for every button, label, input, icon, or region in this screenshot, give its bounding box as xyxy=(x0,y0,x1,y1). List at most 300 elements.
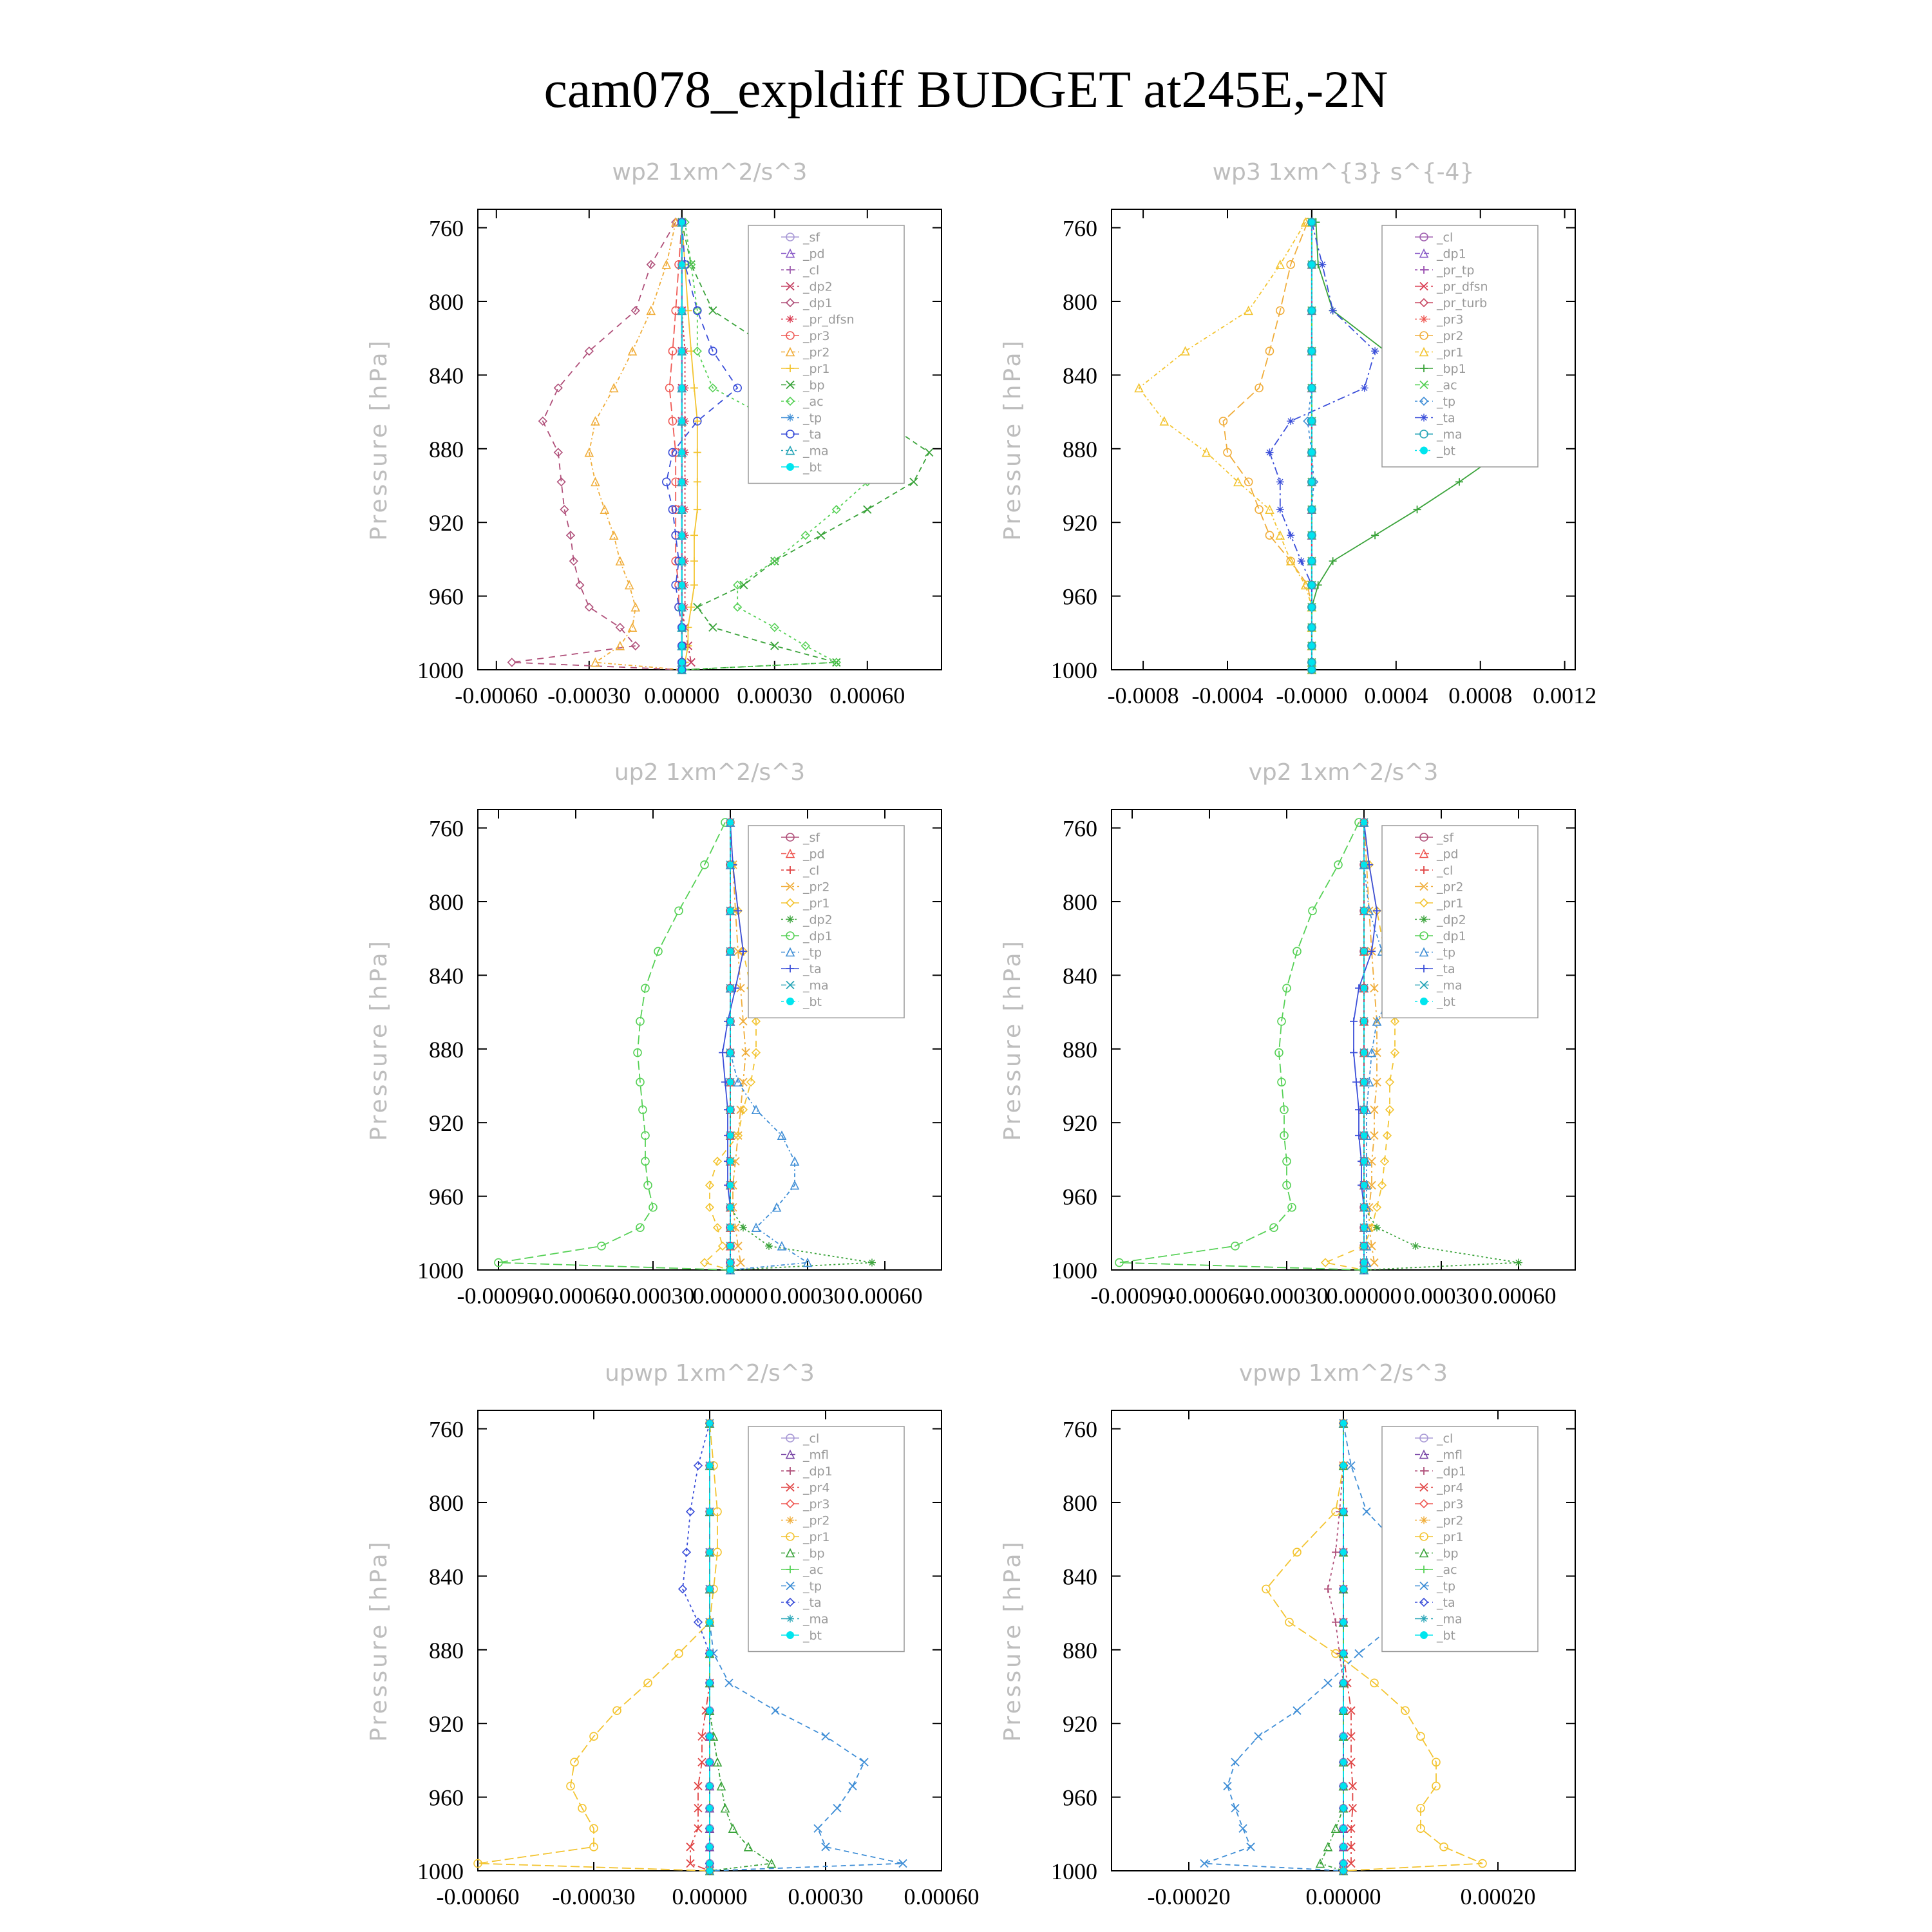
data-point xyxy=(675,907,683,914)
legend-label: _pr2 xyxy=(803,1513,830,1528)
x-tick-label: -0.00030 xyxy=(547,683,631,708)
data-point xyxy=(690,384,698,392)
legend-label: _dp2 xyxy=(803,913,833,927)
data-point xyxy=(706,1733,713,1739)
data-point xyxy=(1340,1680,1347,1686)
data-point xyxy=(1262,1585,1270,1593)
data-point xyxy=(690,531,698,539)
legend-label: _bt xyxy=(1437,1629,1456,1643)
data-point xyxy=(706,1805,713,1812)
legend-marker xyxy=(1420,316,1428,323)
data-point xyxy=(833,1804,841,1812)
data-point xyxy=(679,582,685,588)
panel-title: vpwp 1xm^2/s^3 xyxy=(1238,1360,1448,1387)
data-point xyxy=(771,642,779,650)
legend-marker xyxy=(786,1517,794,1524)
data-point xyxy=(1340,1707,1347,1714)
data-point xyxy=(690,557,698,565)
x-tick-label: 0.00030 xyxy=(737,683,813,708)
data-point xyxy=(679,643,685,649)
x-tick-label: 0.00060 xyxy=(829,683,905,708)
data-point xyxy=(616,642,624,650)
data-point xyxy=(1340,1463,1347,1469)
y-tick-label: 800 xyxy=(429,889,464,915)
legend-label: _pr1 xyxy=(803,896,830,911)
data-point xyxy=(709,307,717,314)
legend-label: _tp xyxy=(1437,395,1456,409)
data-point xyxy=(1361,1267,1367,1273)
legend-marker xyxy=(786,1631,794,1639)
data-point xyxy=(1440,1843,1448,1851)
x-tick-label: -0.00060 xyxy=(534,1283,618,1309)
legend-label: _cl xyxy=(803,864,820,878)
data-point xyxy=(727,862,734,868)
legend-marker xyxy=(1420,414,1428,422)
data-point xyxy=(1309,907,1316,914)
legend-label: _tp xyxy=(803,411,822,426)
data-point xyxy=(1515,1259,1522,1267)
data-point xyxy=(1361,1182,1367,1188)
panel-title: up2 1xm^2/s^3 xyxy=(614,759,806,786)
data-point xyxy=(1412,1242,1419,1250)
data-point xyxy=(925,449,933,457)
data-point xyxy=(1324,1679,1332,1687)
legend-label: _ma xyxy=(803,1612,829,1627)
data-point xyxy=(706,1844,713,1850)
y-tick-label: 920 xyxy=(1063,510,1097,536)
data-point xyxy=(625,581,633,589)
legend-label: _dp2 xyxy=(803,279,833,294)
y-tick-label: 840 xyxy=(1063,963,1097,989)
legend-marker xyxy=(786,1615,794,1623)
legend-label: _pr3 xyxy=(1437,312,1464,327)
legend-label: _tp xyxy=(803,945,822,960)
data-point xyxy=(706,1759,713,1765)
data-point xyxy=(679,506,685,513)
y-tick-label: 880 xyxy=(429,436,464,462)
legend-label: _ma xyxy=(1437,428,1463,442)
legend-label: _pr_dfsn xyxy=(1437,279,1488,294)
data-point xyxy=(1276,261,1284,269)
y-axis-label: Pressure [hPa] xyxy=(999,1539,1026,1742)
data-point xyxy=(1309,558,1315,564)
x-tick-label: -0.0004 xyxy=(1191,683,1264,708)
legend-label: _dp1 xyxy=(1437,929,1466,943)
data-point xyxy=(727,1050,734,1056)
legend-label: _bp xyxy=(1437,1546,1459,1561)
series_bt xyxy=(679,219,685,673)
legend-label: _pr2 xyxy=(1437,880,1464,895)
legend-label: _pr3 xyxy=(1437,1497,1464,1511)
series-line xyxy=(682,222,697,670)
data-point xyxy=(1309,478,1315,485)
legend-marker xyxy=(786,463,794,471)
data-point xyxy=(1340,1825,1347,1832)
x-tick-label: -0.00090 xyxy=(1090,1283,1174,1309)
y-tick-label: 1000 xyxy=(417,1258,464,1283)
chart-panel-5 xyxy=(366,1360,980,1909)
data-point xyxy=(1239,1824,1247,1832)
series_pr1 xyxy=(474,1419,721,1875)
y-tick-label: 960 xyxy=(1063,1184,1097,1210)
legend-label: _ta xyxy=(803,962,822,976)
x-tick-label: -0.0000 xyxy=(1276,683,1348,708)
legend-label: _bp xyxy=(803,378,825,393)
data-point xyxy=(679,604,685,611)
x-tick-label: 0.00020 xyxy=(1460,1884,1536,1909)
data-point xyxy=(1298,557,1305,565)
data-point xyxy=(706,1868,713,1874)
y-tick-label: 1000 xyxy=(417,1859,464,1884)
data-point xyxy=(868,1259,876,1267)
data-point xyxy=(1309,307,1315,314)
series-line xyxy=(1119,822,1364,1270)
data-point xyxy=(727,1132,734,1139)
data-point xyxy=(679,219,685,225)
legend-label: _pr4 xyxy=(1437,1481,1464,1495)
y-tick-label: 800 xyxy=(1063,1490,1097,1516)
legend-label: _bt xyxy=(803,460,822,475)
series-line xyxy=(1223,222,1311,670)
series-line xyxy=(1343,1423,1352,1871)
data-point xyxy=(910,478,918,486)
data-point xyxy=(679,667,685,673)
x-tick-label: -0.0008 xyxy=(1107,683,1179,708)
data-point xyxy=(706,1707,713,1714)
legend-label: _pr1 xyxy=(1437,1530,1464,1544)
series-line xyxy=(1328,1423,1343,1871)
y-tick-label: 920 xyxy=(1063,1711,1097,1738)
data-point xyxy=(1373,1224,1381,1231)
data-point xyxy=(1247,1843,1255,1851)
legend-label: _bt xyxy=(803,995,822,1009)
y-axis-label: Pressure [hPa] xyxy=(366,1539,392,1742)
data-point xyxy=(679,450,685,456)
data-point xyxy=(1361,907,1367,914)
legend-label: _bt xyxy=(1437,995,1456,1009)
data-point xyxy=(1321,1259,1329,1267)
data-point xyxy=(1324,1585,1332,1593)
data-point xyxy=(1340,1549,1347,1555)
data-point xyxy=(817,531,825,539)
data-point xyxy=(727,1224,734,1231)
data-point xyxy=(679,348,685,354)
legend-label: _pd xyxy=(1437,847,1459,862)
data-point xyxy=(1309,384,1315,391)
chart-panel-6 xyxy=(999,1360,1575,1909)
y-tick-label: 920 xyxy=(429,1110,464,1137)
data-point xyxy=(727,1267,734,1273)
legend-label: _sf xyxy=(803,231,820,245)
x-tick-label: 0.00030 xyxy=(770,1283,846,1309)
data-point xyxy=(679,659,685,666)
data-point xyxy=(1231,1804,1239,1812)
data-point xyxy=(1309,261,1315,268)
legend-label: _ac xyxy=(1437,1563,1457,1577)
x-tick-label: -0.00090 xyxy=(457,1283,540,1309)
data-point xyxy=(1255,1732,1262,1740)
data-point xyxy=(706,1619,713,1625)
y-axis-label: Pressure [hPa] xyxy=(999,938,1026,1141)
legend-label: _cl xyxy=(1437,231,1454,245)
series-line xyxy=(1364,822,1377,1270)
data-point xyxy=(610,531,618,539)
legend-label: _cl xyxy=(1437,1432,1454,1446)
legend-label: _pr_tp xyxy=(1437,263,1475,278)
series_dp1 xyxy=(495,819,734,1274)
legend-label: _ma xyxy=(1437,1612,1463,1627)
data-point xyxy=(727,819,734,826)
y-tick-label: 1000 xyxy=(417,658,464,683)
data-point xyxy=(1318,261,1326,269)
data-point xyxy=(1373,907,1381,914)
legend-label: _tp xyxy=(1437,945,1456,960)
legend-label: _mfl xyxy=(1437,1448,1463,1463)
y-tick-label: 800 xyxy=(1063,889,1097,915)
y-tick-label: 920 xyxy=(1063,1110,1097,1137)
data-point xyxy=(1182,347,1189,355)
y-tick-label: 1000 xyxy=(1051,1859,1097,1884)
page-title: cam078_expldiff BUDGET at245E,-2N xyxy=(544,60,1388,118)
data-point xyxy=(727,1260,734,1266)
data-point xyxy=(1361,1158,1367,1164)
data-point xyxy=(1329,307,1337,314)
data-point xyxy=(709,623,717,631)
data-point xyxy=(1200,1860,1208,1868)
legend-label: _pr_dfsn xyxy=(803,312,855,327)
x-tick-label: 0.00000 xyxy=(1326,1283,1402,1309)
legend-label: _pr3 xyxy=(803,1497,830,1511)
series-line xyxy=(478,1423,717,1871)
data-point xyxy=(727,985,734,991)
legend-marker xyxy=(1420,1631,1428,1639)
data-point xyxy=(1432,1782,1440,1790)
y-tick-label: 840 xyxy=(429,1564,464,1590)
series-line xyxy=(690,1423,710,1871)
x-tick-label: -0.00060 xyxy=(455,683,538,708)
data-point xyxy=(1361,1243,1367,1249)
series-line xyxy=(1139,222,1312,670)
data-point xyxy=(679,478,685,485)
data-point xyxy=(1265,449,1273,457)
legend-label: _pr1 xyxy=(803,1530,830,1544)
legend-label: _dp2 xyxy=(1437,913,1466,927)
series_pr2 xyxy=(1219,218,1315,674)
data-point xyxy=(706,1463,713,1469)
legend-label: _pr4 xyxy=(803,1481,830,1495)
legend-marker xyxy=(786,998,794,1005)
data-point xyxy=(719,1049,726,1057)
data-point xyxy=(1265,531,1273,539)
legend-label: _ma xyxy=(1437,978,1463,993)
data-point xyxy=(864,506,871,513)
data-point xyxy=(1340,1759,1347,1765)
legend-label: _dp1 xyxy=(1437,1464,1466,1479)
y-tick-label: 760 xyxy=(1063,815,1097,842)
legend-label: _sf xyxy=(803,831,820,845)
data-point xyxy=(1332,1618,1340,1626)
series-line xyxy=(1320,1423,1343,1871)
data-point xyxy=(1350,1018,1358,1025)
x-tick-label: 0.0008 xyxy=(1448,683,1513,708)
data-point xyxy=(1309,667,1315,673)
y-axis-label: Pressure [hPa] xyxy=(366,338,392,541)
chart-panel-1 xyxy=(366,159,942,708)
series_pr1 xyxy=(1135,218,1316,674)
legend-label: _dp1 xyxy=(803,929,833,943)
series-line xyxy=(683,1423,710,1871)
y-tick-label: 1000 xyxy=(1051,1258,1097,1283)
legend-label: _dp1 xyxy=(1437,247,1466,261)
legend-label: _tp xyxy=(803,1579,822,1594)
legend-marker xyxy=(1420,1615,1428,1623)
legend-label: _ma xyxy=(803,978,829,993)
data-point xyxy=(1340,1508,1347,1515)
data-point xyxy=(687,1843,694,1851)
legend-label: _sf xyxy=(1437,831,1454,845)
data-point xyxy=(1340,1805,1347,1812)
legend-label: _cl xyxy=(1437,864,1454,878)
legend-label: _ac xyxy=(803,395,824,409)
data-point xyxy=(1309,219,1315,225)
data-point xyxy=(1309,348,1315,354)
data-point xyxy=(694,506,701,513)
data-point xyxy=(849,1782,857,1790)
y-tick-label: 1000 xyxy=(1051,658,1097,683)
legend-marker xyxy=(1420,1517,1428,1524)
legend-label: _pr3 xyxy=(803,329,830,343)
data-point xyxy=(1309,450,1315,456)
y-axis-label: Pressure [hPa] xyxy=(999,338,1026,541)
x-tick-label: 0.00060 xyxy=(904,1884,980,1909)
data-point xyxy=(690,581,698,589)
data-point xyxy=(706,1420,713,1426)
x-tick-label: -0.00060 xyxy=(1168,1283,1251,1309)
series_dp1 xyxy=(1115,819,1368,1274)
x-tick-label: -0.00020 xyxy=(1147,1884,1231,1909)
x-tick-label: 0.0012 xyxy=(1533,683,1597,708)
data-point xyxy=(1361,819,1367,826)
series_ta xyxy=(1265,218,1379,674)
legend-label: _bt xyxy=(803,1629,822,1643)
data-point xyxy=(744,1843,752,1851)
data-point xyxy=(1361,1018,1367,1025)
y-tick-label: 880 xyxy=(429,1637,464,1663)
data-point xyxy=(1340,1861,1347,1867)
data-point xyxy=(727,1204,734,1211)
y-tick-label: 760 xyxy=(1063,215,1097,242)
legend-label: _pr_turb xyxy=(1437,296,1488,310)
series-line xyxy=(730,822,746,1270)
y-tick-label: 880 xyxy=(1063,1637,1097,1663)
data-point xyxy=(663,478,670,486)
data-point xyxy=(706,1549,713,1555)
data-point xyxy=(1324,1843,1332,1851)
y-tick-label: 760 xyxy=(1063,1416,1097,1443)
data-point xyxy=(1276,506,1284,513)
data-point xyxy=(1371,531,1379,539)
data-point xyxy=(727,1018,734,1025)
data-point xyxy=(706,1783,713,1789)
data-point xyxy=(1361,1204,1367,1211)
data-point xyxy=(1352,1078,1360,1086)
x-tick-label: -0.00030 xyxy=(611,1283,695,1309)
data-point xyxy=(727,948,734,954)
chart-panel-4 xyxy=(999,759,1575,1309)
x-tick-label: 0.00060 xyxy=(1481,1283,1557,1309)
legend-label: _pd xyxy=(803,247,825,261)
panel-title: wp3 1xm^{3} s^{-4} xyxy=(1212,159,1475,185)
data-point xyxy=(679,532,685,538)
data-point xyxy=(1417,1732,1425,1740)
data-point xyxy=(1255,506,1263,513)
series-line xyxy=(670,222,682,670)
data-point xyxy=(1361,862,1367,868)
data-point xyxy=(1361,1050,1367,1056)
data-point xyxy=(679,558,685,564)
legend-label: _pr2 xyxy=(803,880,830,895)
x-tick-label: 0.0004 xyxy=(1364,683,1428,708)
data-point xyxy=(601,506,609,513)
legend-label: _ta xyxy=(803,1596,822,1610)
data-point xyxy=(1340,1619,1347,1625)
x-tick-label: 0.00030 xyxy=(788,1884,864,1909)
data-point xyxy=(1361,948,1367,954)
data-point xyxy=(1361,1106,1367,1113)
legend-marker xyxy=(1420,998,1428,1005)
legend-label: _ac xyxy=(803,1563,824,1577)
data-point xyxy=(1309,659,1315,666)
y-tick-label: 960 xyxy=(429,583,464,610)
legend-label: _ac xyxy=(1437,378,1457,393)
legend-label: _pr2 xyxy=(803,345,830,360)
data-point xyxy=(739,1224,747,1231)
data-point xyxy=(1361,985,1367,991)
data-point xyxy=(1340,1733,1347,1739)
y-axis-label: Pressure [hPa] xyxy=(366,938,392,1141)
data-point xyxy=(706,1586,713,1592)
data-point xyxy=(1361,1224,1367,1231)
y-tick-label: 960 xyxy=(1063,1785,1097,1811)
data-point xyxy=(727,907,734,914)
data-point xyxy=(727,1079,734,1085)
data-point xyxy=(1355,1650,1363,1658)
data-point xyxy=(1361,1079,1367,1085)
data-point xyxy=(1309,604,1315,611)
data-point xyxy=(1340,1651,1347,1657)
data-point xyxy=(1276,478,1284,486)
data-point xyxy=(706,1651,713,1657)
x-tick-label: 0.00060 xyxy=(847,1283,923,1309)
legend-label: _pd xyxy=(803,847,825,862)
legend-label: _ta xyxy=(1437,1596,1455,1610)
x-tick-label: -0.00060 xyxy=(436,1884,520,1909)
data-point xyxy=(694,449,701,457)
legend-marker xyxy=(786,916,794,923)
legend-label: _bp1 xyxy=(1437,362,1466,376)
legend-marker xyxy=(1420,447,1428,455)
legend-label: _bt xyxy=(1437,444,1456,459)
data-point xyxy=(679,624,685,630)
legend-label: _pr2 xyxy=(1437,329,1464,343)
x-tick-label: 0.00000 xyxy=(644,683,720,708)
legend-label: _bp xyxy=(803,1546,825,1561)
data-point xyxy=(1309,582,1315,588)
data-point xyxy=(729,1824,737,1832)
panel-title: wp2 1xm^2/s^3 xyxy=(612,159,808,185)
legend-label: _pr1 xyxy=(1437,345,1464,360)
series-line xyxy=(512,222,682,670)
